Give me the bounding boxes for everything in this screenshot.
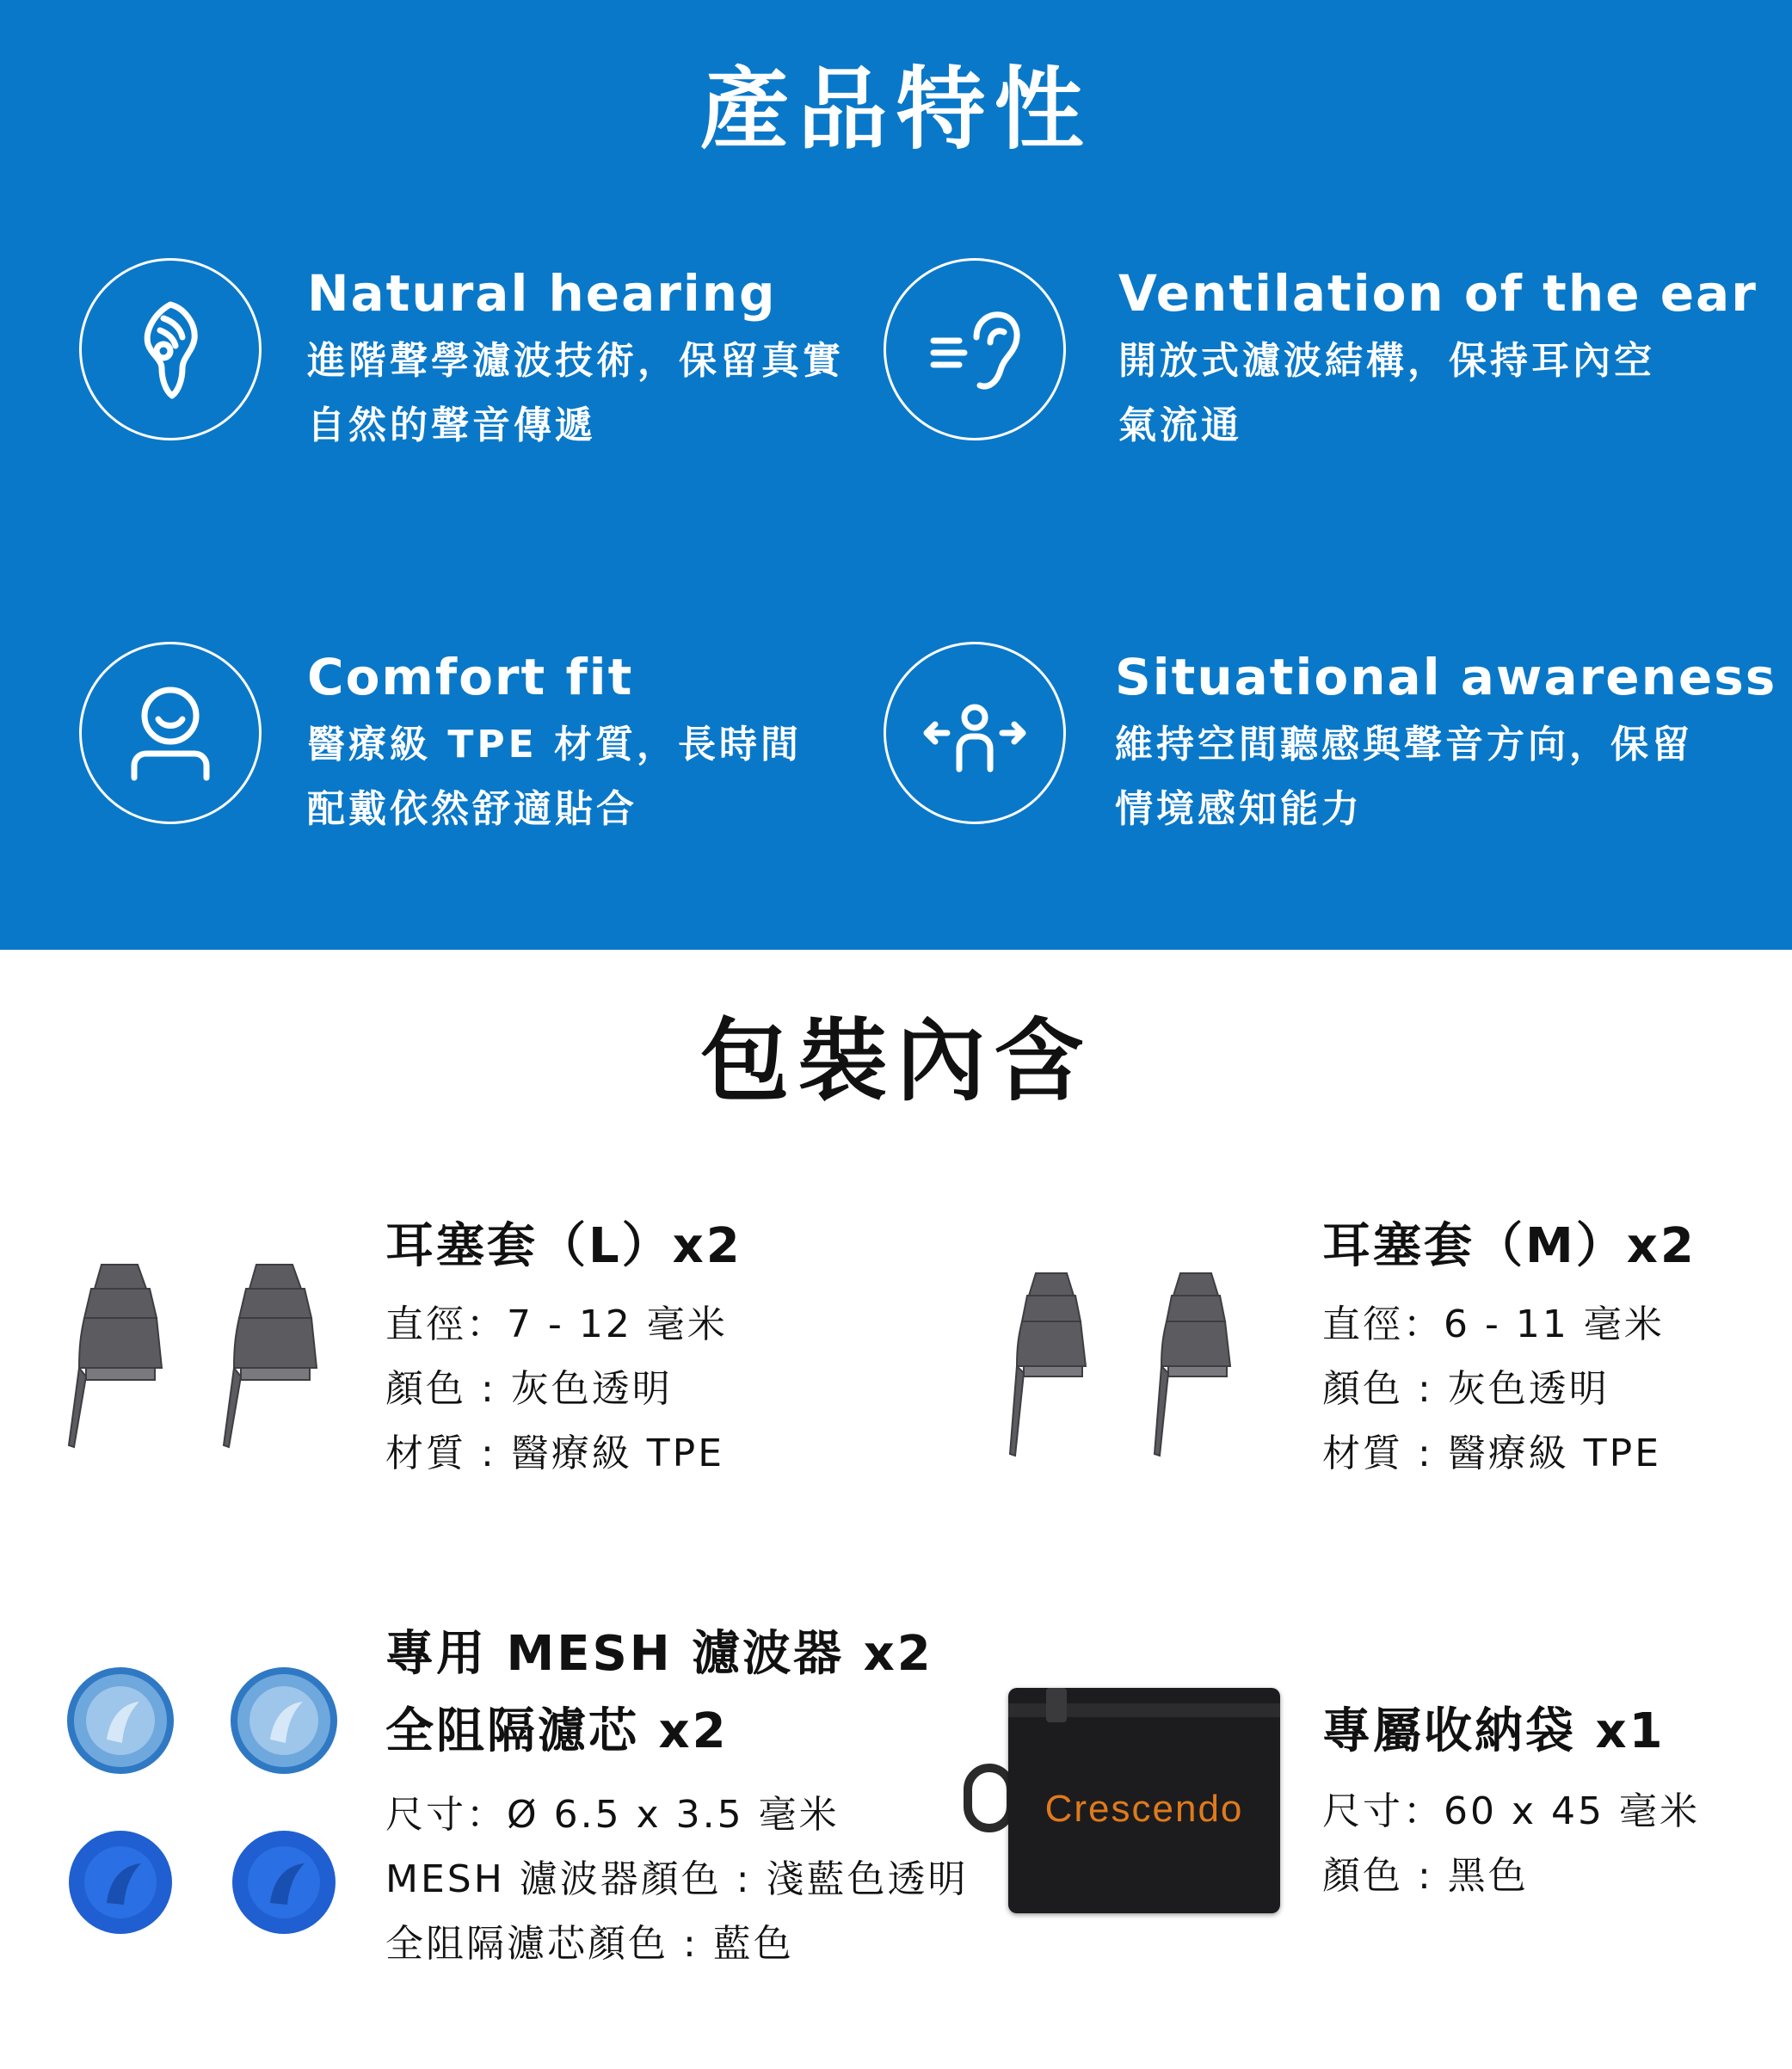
pouch-body <box>1008 1688 1280 1913</box>
feature-desc-natural-hearing: 進階聲學濾波技術，保留真實自然的聲音傳遞 <box>307 339 844 447</box>
ear-tips-large-image <box>60 1256 344 1471</box>
feature-desc-situational-awareness: 維持空間聽感與聲音方向，保留情境感知能力 <box>1115 723 1693 831</box>
shell-icon <box>79 258 262 440</box>
spec-material: 材質 : 醫療級 TPE <box>385 1432 724 1475</box>
person-arrows-icon <box>884 642 1066 824</box>
spec-color: 顏色 : 灰色透明 <box>385 1367 673 1411</box>
item-title-mesh-filter: 專用 MESH 濾波器 x2 <box>385 1626 933 1682</box>
spec-material: 材質 : 醫療級 TPE <box>1322 1432 1661 1475</box>
feature-title-comfort-fit: Comfort fit <box>307 648 634 706</box>
spec-diameter: 直徑：6 - 11 毫米 <box>1322 1302 1665 1346</box>
feature-title-natural-hearing: Natural hearing <box>307 264 777 323</box>
feature-desc-comfort-fit: 醫療級 TPE 材質，長時間配戴依然舒適貼合 <box>307 723 802 831</box>
spec-mesh-color: MESH 濾波器顏色 : 淺藍色透明 <box>385 1857 969 1901</box>
item-title-ear-tips-m: 耳塞套（M）x2 <box>1322 1218 1697 1274</box>
item-title-pouch: 專屬收納袋 x1 <box>1322 1703 1666 1759</box>
feature-title-situational-awareness: Situational awareness <box>1115 648 1777 706</box>
package-title: 包裝內含 <box>699 1008 1093 1113</box>
item-title-full-block-filter: 全阻隔濾芯 x2 <box>385 1703 729 1759</box>
feature-title-ventilation: Ventilation of the ear <box>1118 264 1758 323</box>
person-smile-icon <box>79 642 262 824</box>
pouch-image <box>964 1678 1290 1918</box>
ear-wind-icon <box>884 258 1066 440</box>
ear-tips-medium-image <box>998 1265 1265 1471</box>
spec-color: 顏色 : 灰色透明 <box>1322 1367 1610 1411</box>
features-section <box>0 0 1792 950</box>
spec-diameter: 直徑：7 - 12 毫米 <box>385 1302 728 1346</box>
spec-filter-color: 全阻隔濾芯顏色 : 藍色 <box>385 1922 794 1966</box>
item-title-ear-tips-l: 耳塞套（L）x2 <box>385 1218 742 1274</box>
features-title: 產品特性 <box>699 57 1093 162</box>
spec-size: 尺寸：60 x 45 毫米 <box>1322 1789 1700 1833</box>
feature-desc-ventilation: 開放式濾波結構，保持耳內空氣流通 <box>1118 339 1655 447</box>
pouch-brand-logo: Crescendo <box>1044 1788 1244 1830</box>
keyring <box>964 1764 1015 1832</box>
spec-color: 顏色 : 黑色 <box>1322 1854 1529 1898</box>
filters-image <box>60 1660 353 1944</box>
spec-size: 尺寸：Ø 6.5 x 3.5 毫米 <box>385 1793 840 1837</box>
